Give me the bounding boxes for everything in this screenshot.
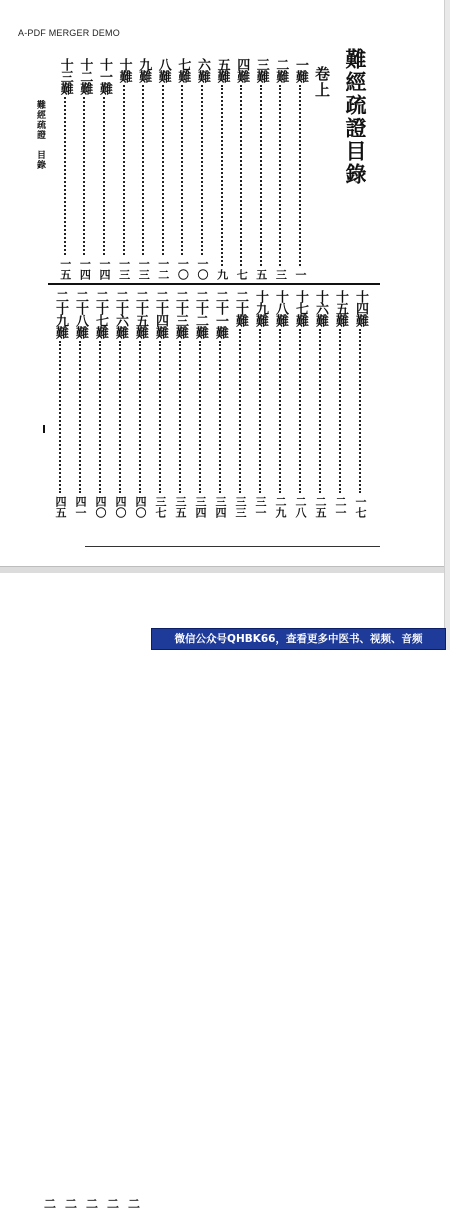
toc-entry	[76, 58, 92, 280]
toc-entry-name: 五難	[214, 58, 230, 82]
dot-leader	[219, 341, 221, 493]
dot-leader	[162, 85, 164, 255]
toc-entry-name: 十七難	[293, 290, 308, 326]
toc-entry	[174, 58, 190, 280]
toc-page-number: 二八	[294, 496, 307, 518]
section-divider	[48, 283, 380, 285]
toc-page-number: 一二	[156, 258, 170, 280]
dot-leader	[123, 85, 125, 255]
toc-entry	[135, 58, 151, 280]
dot-leader	[279, 85, 281, 266]
toc-page-number: 七	[235, 269, 249, 280]
toc-entry-name: 二十二難	[193, 290, 208, 338]
dot-leader	[319, 329, 321, 493]
dot-leader	[260, 85, 262, 266]
toc-page-number: 四一	[74, 496, 87, 518]
toc-page-number: 三五	[174, 496, 187, 518]
toc-entry	[96, 58, 112, 280]
dot-leader	[199, 341, 201, 493]
toc-page-number: 三	[274, 269, 288, 280]
toc-entry-name: 十一難	[97, 58, 112, 94]
toc-entry-name: 二十四難	[153, 290, 168, 338]
toc-entry	[272, 58, 288, 280]
toc-entry	[57, 58, 73, 280]
margin-mark	[43, 425, 45, 433]
toc-entry-name: 十六難	[313, 290, 328, 326]
toc-entry	[292, 58, 308, 280]
toc-page-number: 三三	[234, 496, 247, 518]
toc-entry-name: 二十一難	[213, 290, 228, 338]
toc-entry	[155, 58, 171, 280]
toc-entry	[112, 290, 128, 518]
toc-page-number: 一五	[58, 258, 72, 280]
toc-page-number: 四〇	[134, 496, 147, 518]
toc-page-number: 四〇	[94, 496, 107, 518]
toc-entry-name: 十三難	[57, 58, 73, 94]
next-page-char: 二	[86, 1197, 99, 1211]
toc-entry-name: 二十三難	[173, 290, 188, 338]
toc-page-number: 三四	[214, 496, 227, 518]
toc-entry-name: 十難	[116, 58, 132, 82]
next-page-char: 二	[65, 1197, 78, 1211]
dot-leader	[179, 341, 181, 493]
toc-entry	[292, 290, 308, 518]
bottom-rule	[85, 546, 380, 547]
toc-page-number: 一四	[98, 258, 111, 280]
toc-entry	[192, 290, 208, 518]
toc-entry-name: 二十七難	[93, 290, 108, 338]
dot-leader	[142, 85, 144, 255]
toc-entry	[116, 58, 132, 280]
toc-page-number: 二九	[274, 496, 287, 518]
dot-leader	[201, 85, 203, 255]
toc-entry	[332, 290, 348, 518]
dot-leader	[139, 341, 141, 493]
toc-page-number: 二一	[334, 496, 347, 518]
dot-leader	[339, 329, 341, 493]
dot-leader	[279, 329, 281, 493]
toc-entry	[92, 290, 108, 518]
toc-entry	[352, 290, 368, 518]
toc-entry	[52, 290, 68, 518]
toc-entry-name: 十五難	[333, 290, 348, 326]
toc-page-number: 一七	[354, 496, 367, 518]
toc-entry-name: 三難	[253, 58, 269, 82]
toc-page-number: 三四	[194, 496, 207, 518]
dot-leader	[99, 341, 101, 493]
toc-entry	[132, 290, 148, 518]
dot-leader	[79, 341, 81, 493]
page-right-edge	[444, 0, 450, 650]
toc-entry	[253, 58, 269, 280]
toc-page-number: 二五	[314, 496, 327, 518]
toc-entry-name: 八難	[155, 58, 171, 82]
dot-leader	[64, 97, 66, 255]
toc-entry	[172, 290, 188, 518]
toc-entry-name: 四難	[234, 58, 250, 82]
toc-entry	[212, 290, 228, 518]
dot-leader	[299, 329, 301, 493]
toc-entry-name: 二十難	[233, 290, 248, 326]
dot-leader	[83, 97, 85, 255]
toc-page-number: 三一	[254, 496, 267, 518]
toc-entry	[252, 290, 268, 518]
volume-heading: 卷上	[313, 66, 331, 98]
toc-entry	[194, 58, 210, 280]
dot-leader	[240, 85, 242, 266]
toc-entry	[214, 58, 230, 280]
toc-entry	[72, 290, 88, 518]
toc-entry	[152, 290, 168, 518]
dot-leader	[299, 85, 301, 266]
toc-entry-name: 七難	[175, 58, 191, 82]
toc-entry-name: 六難	[195, 58, 210, 82]
toc-page-number: 四〇	[114, 496, 127, 518]
toc-page-number: 一〇	[196, 258, 209, 280]
dot-leader	[159, 341, 161, 493]
toc-entry-name: 十九難	[253, 290, 268, 326]
book-title: 難經疏證目錄	[343, 48, 368, 186]
toc-entry-name: 二十六難	[113, 290, 128, 338]
next-page-char: 二	[107, 1197, 120, 1211]
next-page-char: 二	[44, 1197, 57, 1211]
toc-entry-name: 二十八難	[73, 290, 88, 338]
toc-page-number: 一三	[117, 258, 131, 280]
toc-entry-name: 二十九難	[53, 290, 68, 338]
toc-page-number: 一三	[137, 258, 151, 280]
dot-leader	[59, 341, 61, 493]
toc-page-number: 三七	[154, 496, 167, 518]
dot-leader	[103, 97, 105, 255]
watermark-text: A-PDF MERGER DEMO	[18, 28, 120, 38]
toc-entry	[272, 290, 288, 518]
next-page-fragment	[44, 1193, 154, 1223]
toc-page-number: 一	[294, 269, 307, 280]
dot-leader	[359, 329, 361, 493]
toc-entry-name: 十二難	[77, 58, 93, 94]
dot-leader	[119, 341, 121, 493]
toc-entry-name: 一難	[293, 58, 308, 82]
margin-running-head: 難經疏證 目錄	[35, 100, 45, 170]
toc-page-number: 一〇	[176, 258, 190, 280]
toc-page-number: 四五	[54, 496, 67, 518]
toc-page-number: 五	[254, 269, 268, 280]
toc-entry-name: 九難	[136, 58, 152, 82]
toc-entry	[232, 290, 248, 518]
toc-entry-name: 十四難	[353, 290, 368, 326]
toc-entry-name: 二十五難	[133, 290, 148, 338]
toc-entry-name: 二難	[273, 58, 289, 82]
dot-leader	[259, 329, 261, 493]
toc-entry	[312, 290, 328, 518]
toc-entry	[233, 58, 249, 280]
dot-leader	[221, 85, 223, 266]
next-page-char: 二	[128, 1197, 141, 1211]
toc-entry-name: 十八難	[273, 290, 288, 326]
dot-leader	[181, 85, 183, 255]
toc-page-number: 九	[215, 269, 229, 280]
toc-page-number: 一四	[78, 258, 92, 280]
dot-leader	[239, 329, 241, 493]
wechat-banner[interactable]: 微信公众号QHBK66，查看更多中医书、视频、音频	[151, 628, 446, 650]
